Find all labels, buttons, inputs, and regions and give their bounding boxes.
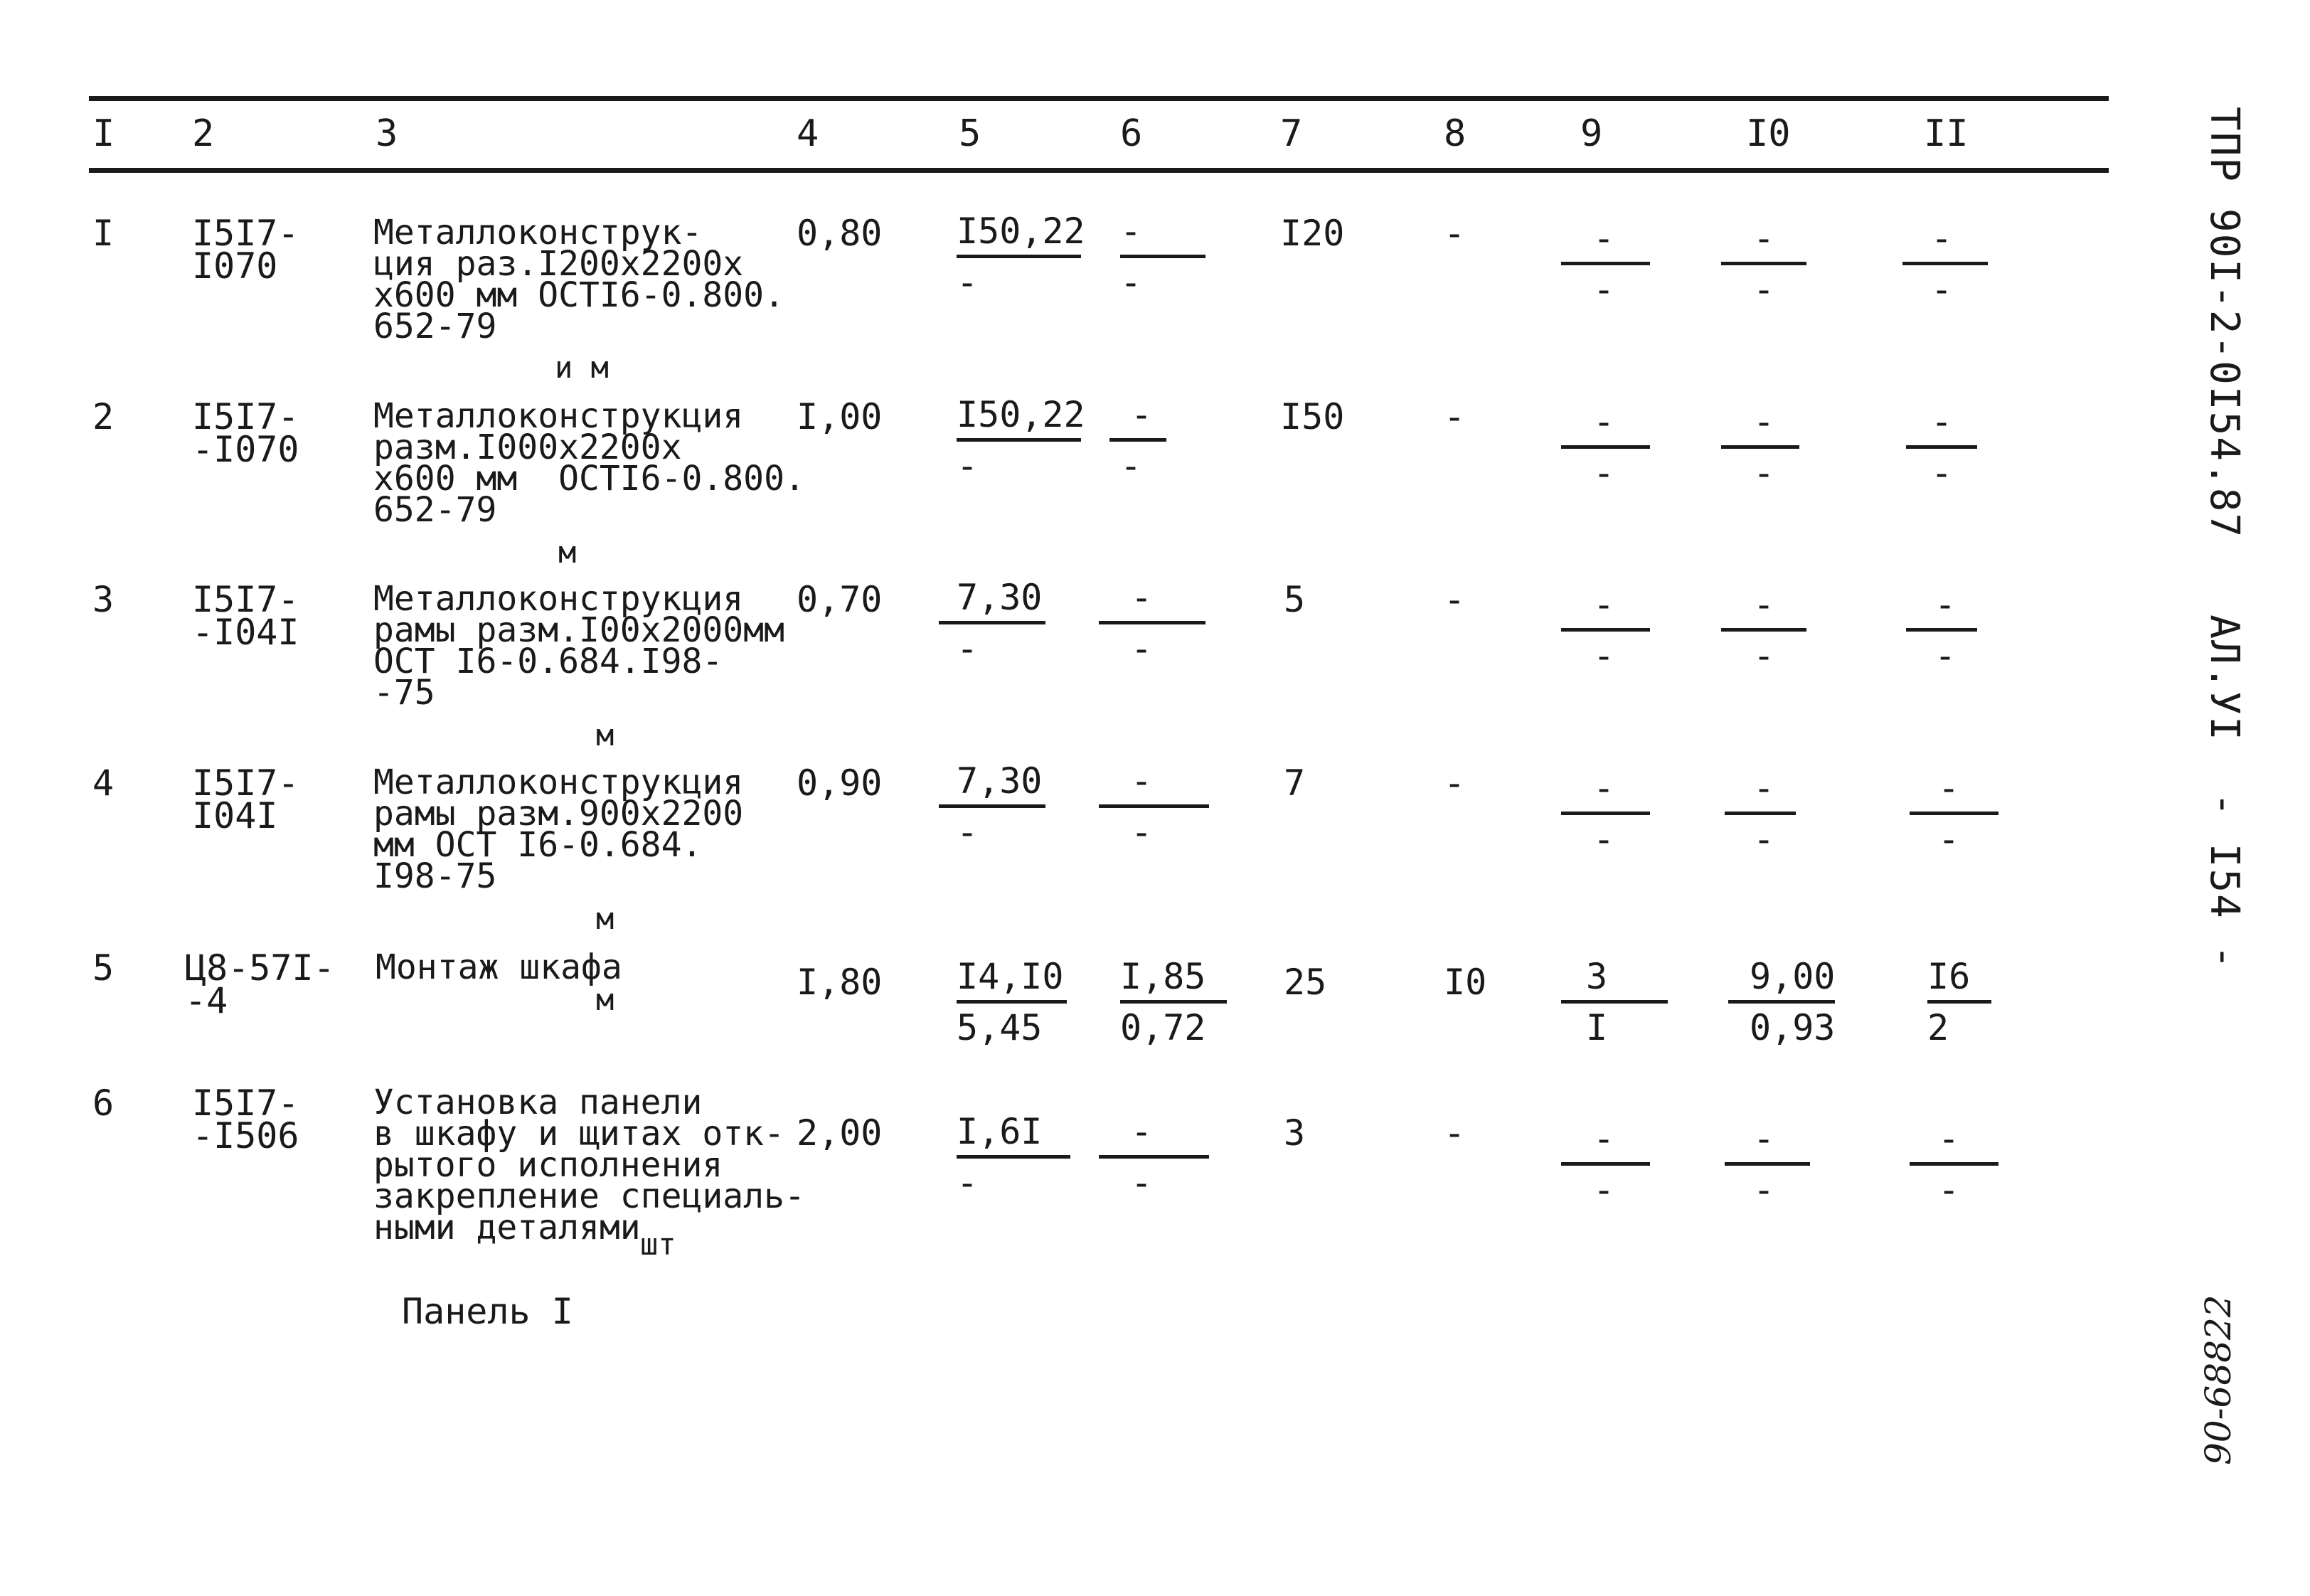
fraction-bar	[1721, 445, 1799, 449]
work-description: Установка панели в шкафу и щитах отк- рытого исполнения закрепление специаль- ными деталями	[373, 1082, 805, 1247]
col6-numerator: -	[1131, 760, 1153, 802]
fraction-bar	[957, 1000, 1067, 1004]
col10-numerator: -	[1753, 218, 1775, 259]
col7-value: 5	[1284, 579, 1306, 620]
col11-denominator: -	[1931, 269, 1953, 310]
col5-numerator: I50,22	[957, 394, 1085, 435]
fraction-bar	[1561, 628, 1650, 632]
col8-value: -	[1444, 1112, 1466, 1154]
col9-numerator: -	[1593, 767, 1615, 809]
col9-numerator: -	[1593, 218, 1615, 259]
work-description: Металлоконструкция рамы разм.I00x2000мм ОСТ I6-0.684.I98- -75	[373, 579, 784, 713]
col5-numerator: I4,I0	[957, 956, 1064, 997]
fraction-bar	[1927, 1000, 1991, 1004]
rate-code: Ц8-57I- -4	[185, 947, 335, 1021]
col7-value: 25	[1284, 962, 1327, 1003]
col-header-11: II	[1924, 112, 1969, 155]
col11-numerator: -	[1931, 218, 1953, 259]
col9-numerator: -	[1593, 1118, 1615, 1159]
col9-numerator: 3	[1586, 956, 1608, 997]
col11-numerator: I6	[1927, 956, 1971, 997]
col9-denominator: -	[1593, 1169, 1615, 1211]
archive-code: 90-68822	[2198, 1294, 2239, 1465]
fraction-bar	[1120, 1000, 1227, 1004]
fraction-bar	[957, 1155, 1070, 1159]
fraction-bar	[1721, 628, 1806, 632]
header-bottom-rule	[89, 168, 2109, 173]
col5-numerator: I,6I	[957, 1111, 1043, 1152]
work-description: Металлоконструк- ция раз.I200x2200x x600 мм ОСТI6-0.800. 652-79	[373, 213, 784, 346]
rate-code: I5I7- -I04I	[192, 579, 299, 653]
col6-denominator: 0,72	[1120, 1007, 1206, 1048]
fraction-bar	[1902, 262, 1988, 265]
col10-denominator: -	[1753, 635, 1775, 676]
col5-numerator: I50,22	[957, 211, 1085, 252]
col11-numerator: -	[1934, 584, 1957, 625]
col10-numerator: -	[1753, 767, 1775, 809]
rate-code: I5I7- I04I	[192, 762, 299, 836]
fraction-bar	[1561, 1000, 1668, 1004]
row-number: 2	[92, 396, 115, 437]
col11-numerator: -	[1931, 401, 1953, 442]
col-header-3: 3	[376, 112, 398, 155]
fraction-bar	[1910, 812, 1998, 815]
rate-code: I5I7- -I070	[192, 396, 299, 470]
col7-value: I20	[1280, 213, 1345, 254]
col9-denominator: -	[1593, 452, 1615, 494]
fraction-bar	[1561, 812, 1650, 815]
col8-value: -	[1444, 762, 1466, 804]
fraction-bar	[1910, 1162, 1998, 1166]
fraction-bar	[1561, 1162, 1650, 1166]
col9-numerator: -	[1593, 584, 1615, 625]
col5-denominator: -	[957, 628, 979, 669]
col5-numerator: 7,30	[957, 760, 1043, 802]
col-header-2: 2	[192, 112, 215, 155]
col6-numerator: -	[1131, 394, 1153, 435]
col11-denominator: -	[1934, 635, 1957, 676]
col9-denominator: I	[1586, 1007, 1608, 1048]
col6-denominator: -	[1131, 1162, 1153, 1203]
col5-denominator: -	[957, 1162, 979, 1203]
col11-numerator: -	[1938, 1118, 1960, 1159]
col10-numerator: -	[1753, 584, 1775, 625]
col6-numerator: -	[1131, 577, 1153, 618]
col8-value: I0	[1444, 962, 1487, 1003]
col6-numerator: -	[1131, 1111, 1153, 1152]
col10-denominator: -	[1753, 269, 1775, 310]
fraction-bar	[1120, 255, 1205, 258]
fraction-bar	[1906, 628, 1977, 632]
quantity: I,00	[797, 396, 883, 437]
row-number: 4	[92, 762, 115, 804]
col9-denominator: -	[1593, 819, 1615, 860]
col6-numerator: -	[1120, 211, 1142, 252]
rate-code: I5I7- -I506	[192, 1082, 299, 1156]
unit-of-measure: шт	[640, 1227, 676, 1262]
col-header-10: I0	[1746, 112, 1791, 155]
fraction-bar	[957, 438, 1081, 442]
col8-value: -	[1444, 396, 1466, 437]
col11-denominator: 2	[1927, 1007, 1949, 1048]
col8-value: -	[1444, 579, 1466, 620]
quantity: 0,70	[797, 579, 883, 620]
fraction-bar	[1109, 438, 1166, 442]
col-header-9: 9	[1580, 112, 1603, 155]
col11-denominator: -	[1931, 452, 1953, 494]
col8-value: -	[1444, 213, 1466, 254]
fraction-bar	[939, 804, 1045, 808]
col7-value: 7	[1284, 762, 1306, 804]
fraction-bar	[1099, 621, 1205, 624]
col-header-6: 6	[1120, 112, 1143, 155]
col10-denominator: -	[1753, 1169, 1775, 1211]
top-rule	[89, 96, 2109, 101]
col10-numerator: 9,00	[1750, 956, 1836, 997]
work-description: Металлоконструкция разм.I000x2200x x600 мм ОСТI6-0.800. 652-79	[373, 396, 805, 530]
fraction-bar	[1561, 262, 1650, 265]
col6-denominator: -	[1120, 262, 1142, 303]
unit-of-measure: м	[596, 718, 614, 752]
fraction-bar	[957, 255, 1081, 258]
fraction-bar	[1721, 262, 1806, 265]
col-header-8: 8	[1444, 112, 1467, 155]
row-number: I	[92, 213, 115, 254]
col9-denominator: -	[1593, 635, 1615, 676]
fraction-bar	[939, 621, 1045, 624]
col11-numerator: -	[1938, 767, 1960, 809]
document-stamp: ТПР 90I-2-0I54.87 АЛ.УI - I54 -	[2201, 107, 2247, 971]
col7-value: I50	[1280, 396, 1345, 437]
quantity: 2,00	[797, 1112, 883, 1154]
fraction-bar	[1728, 1000, 1835, 1004]
col10-numerator: -	[1753, 401, 1775, 442]
fraction-bar	[1561, 445, 1650, 449]
col10-denominator: -	[1753, 452, 1775, 494]
col6-numerator: I,85	[1120, 956, 1206, 997]
col10-denominator: 0,93	[1750, 1007, 1836, 1048]
unit-of-measure: м	[596, 901, 614, 936]
col9-numerator: -	[1593, 401, 1615, 442]
row-number: 3	[92, 579, 115, 620]
rate-code: I5I7- I070	[192, 213, 299, 287]
col-header-5: 5	[959, 112, 981, 155]
unit-of-measure: м	[596, 982, 614, 1017]
col7-value: 3	[1284, 1112, 1306, 1154]
quantity: 0,90	[797, 762, 883, 804]
unit-of-measure: и м	[555, 350, 609, 385]
fraction-bar	[1099, 804, 1209, 808]
col-header-4: 4	[797, 112, 819, 155]
work-description: Монтаж шкафа	[376, 947, 622, 987]
row-number: 5	[92, 947, 115, 989]
col10-numerator: -	[1753, 1118, 1775, 1159]
fraction-bar	[1725, 812, 1796, 815]
col9-denominator: -	[1593, 269, 1615, 310]
col5-denominator: -	[957, 812, 979, 853]
col5-denominator: -	[957, 445, 979, 486]
col5-denominator: 5,45	[957, 1007, 1043, 1048]
col11-denominator: -	[1938, 819, 1960, 860]
col6-denominator: -	[1120, 445, 1142, 486]
fraction-bar	[1725, 1162, 1810, 1166]
col6-denominator: -	[1131, 812, 1153, 853]
unit-of-measure: м	[558, 535, 577, 570]
col-header-7: 7	[1280, 112, 1303, 155]
row-number: 6	[92, 1082, 115, 1124]
col6-denominator: -	[1131, 628, 1153, 669]
col10-denominator: -	[1753, 819, 1775, 860]
fraction-bar	[1906, 445, 1977, 449]
col5-denominator: -	[957, 262, 979, 303]
col11-denominator: -	[1938, 1169, 1960, 1211]
quantity: I,80	[797, 962, 883, 1003]
col5-numerator: 7,30	[957, 577, 1043, 618]
fraction-bar	[1099, 1155, 1209, 1159]
work-description: Металлоконструкция рамы разм.900x2200 мм ОСТ I6-0.684. I98-75	[373, 762, 744, 896]
panel-note: Панель I	[402, 1291, 573, 1332]
quantity: 0,80	[797, 213, 883, 254]
col-header-1: I	[92, 112, 115, 155]
